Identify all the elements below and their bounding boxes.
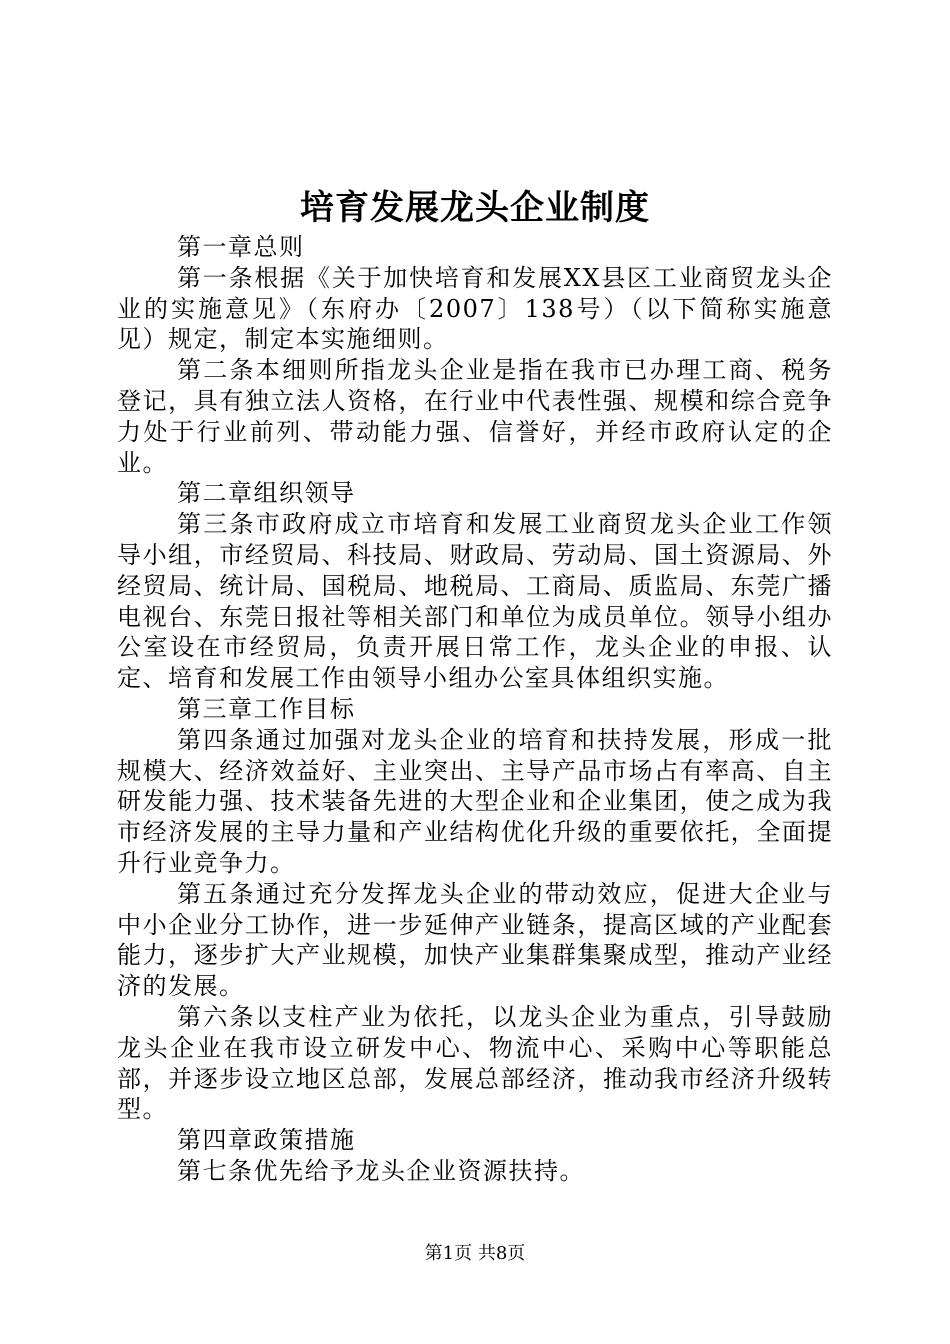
- document-body: [117, 232, 833, 1187]
- article-paragraph: 第六条以支柱产业为依托，以龙头企业为重点，引导鼓励龙头企业在我市设立研发中心、物流中心、采购中心等职能总部，并逐步设立地区总部，发展总部经济，推动我市经济升级转型。: [117, 1002, 833, 1124]
- article-paragraph: 第二条本细则所指龙头企业是指在我市已办理工商、税务登记，具有独立法人资格，在行业中代表性强、规模和综合竞争力处于行业前列、带动能力强、信誉好，并经市政府认定的企业。: [117, 356, 833, 477]
- article-paragraph: 第五条通过充分发挥龙头企业的带动效应，促进大企业与中小企业分工协作，进一步延伸产业链条，提高区域的产业配套能力，逐步扩大产业规模，加快产业集群集聚成型，推动产业经济的发展。: [117, 879, 833, 1001]
- document-title: 培育发展龙头企业制度: [300, 188, 650, 228]
- chapter-heading: 第二章组织领导: [177, 479, 356, 508]
- chapter-heading: 第三章工作目标: [177, 694, 356, 723]
- chapter-heading: 第四章政策措施: [177, 1126, 356, 1155]
- chapter-heading: 第一章总则: [177, 233, 305, 261]
- article-paragraph: 第四条通过加强对龙头企业的培育和扶持发展，形成一批规模大、经济效益好、主业突出、主导产品市场占有率高、自主研发能力强、技术装备先进的大型企业和企业集团，使之成为我市经济发展的主导力量和产业结构优化升级的重要依托，全面提升行业竞争力。: [117, 725, 833, 877]
- article-paragraph: 第三条市政府成立市培育和发展工业商贸龙头企业工作领导小组，市经贸局、科技局、财政局、劳动局、国土资源局、外经贸局、统计局、国税局、地税局、工商局、质监局、东莞广播电视台、东莞日报社等相关部门和单位为成员单位。领导小组办公室设在市经贸局，负责开展日常工作，龙头企业的申报、认定、培育和发展工作由领导小组办公室具体组织实施。: [117, 510, 833, 693]
- page-footer: 第1页 共8页: [424, 1243, 526, 1264]
- article-paragraph: 第七条优先给予龙头企业资源扶持。: [177, 1156, 585, 1185]
- article-paragraph: 第一条根据《关于加快培育和发展XX县区工业商贸龙头企业的实施意见》（东府办〔2007〕138号）（以下简称实施意见）规定，制定本实施细则。: [117, 263, 833, 354]
